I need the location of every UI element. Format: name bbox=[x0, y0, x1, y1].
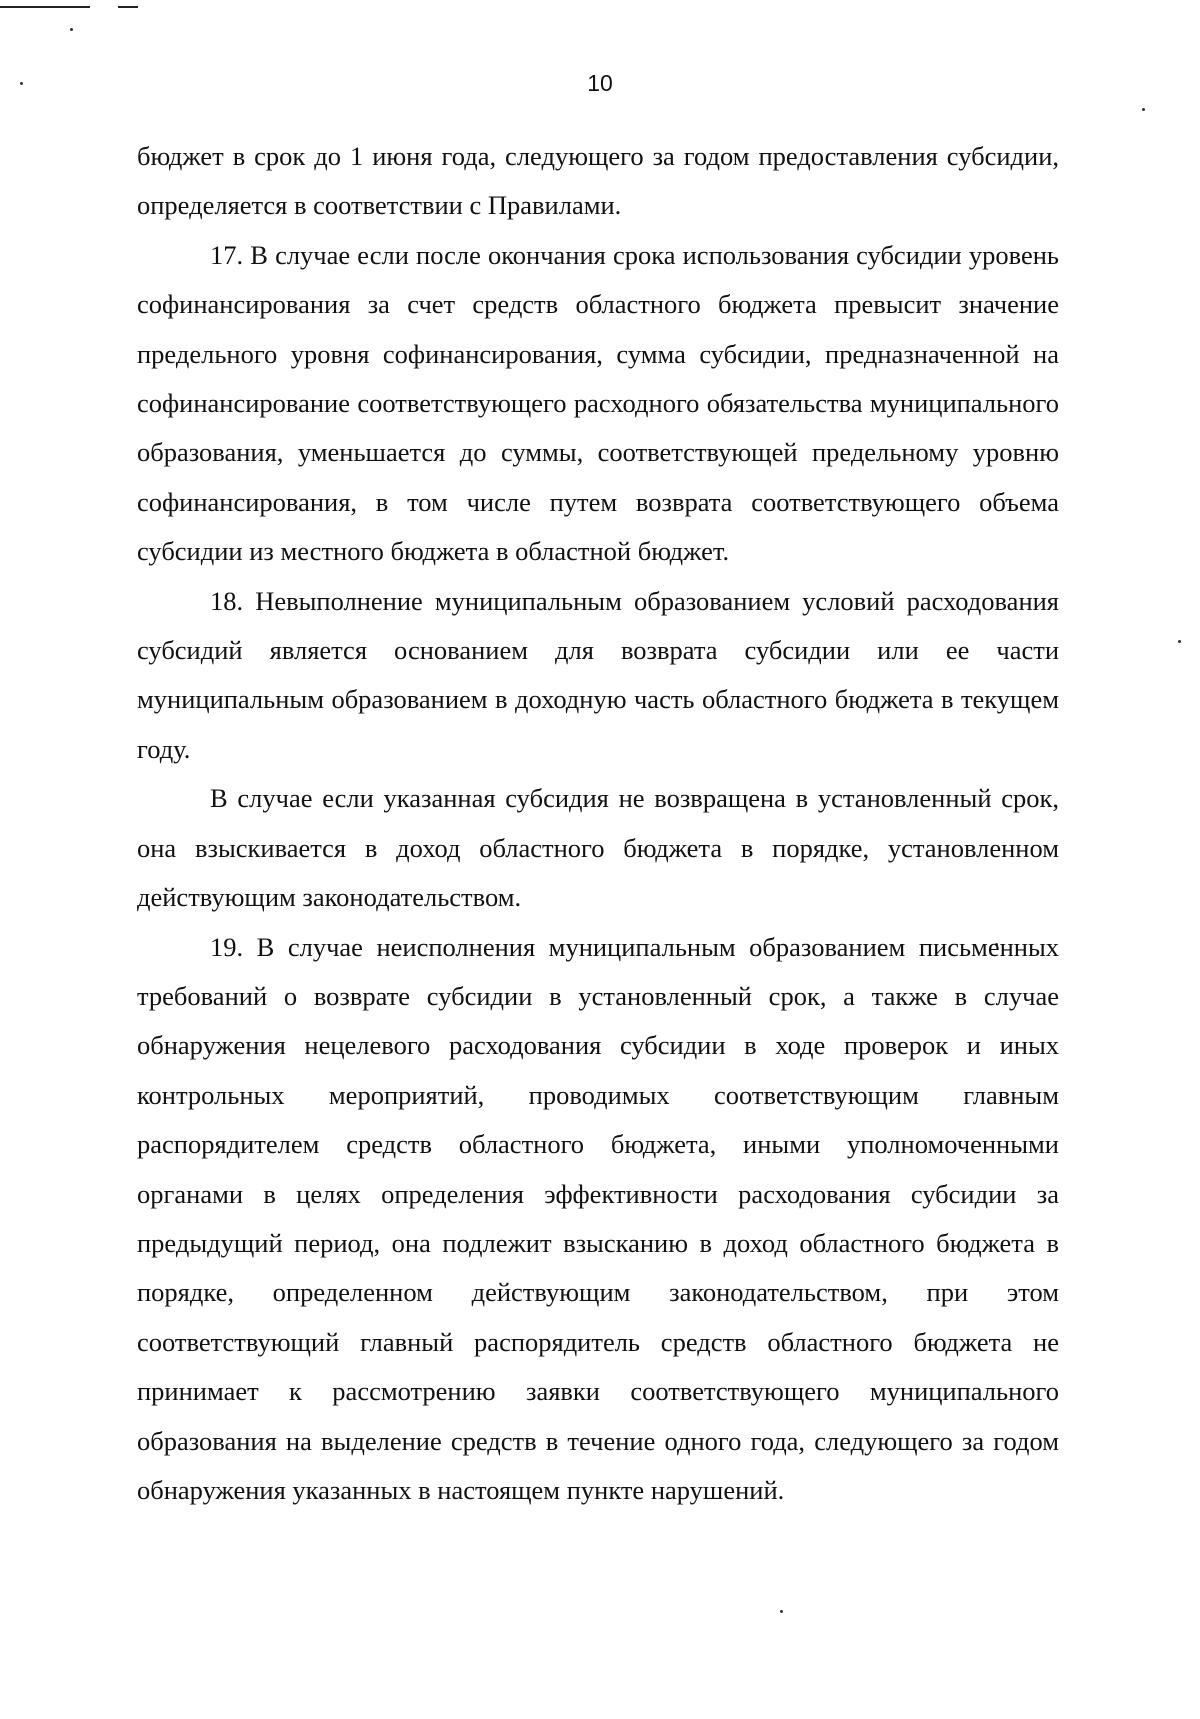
scan-artifact-dot bbox=[1142, 108, 1145, 111]
paragraph-18: 18. Невыполнение муниципальным образованием условий расходования субсидий является основанием для возврата субсидии или ее части муниципальным образованием в доходную часть областного бюджета в текущем году. bbox=[137, 585, 1059, 764]
page-number: 10 bbox=[587, 70, 613, 96]
scan-artifact-line bbox=[118, 6, 138, 8]
scan-artifact-dot bbox=[780, 1610, 783, 1613]
paragraph-continuation: бюджет в срок до 1 июня года, следующего за годом предоставления субсидии, определяется в соответствии с Правилами. bbox=[137, 141, 1059, 221]
paragraph-18-continued: В случае если указанная субсидия не возвращена в установленный срок, она взыскивается в доход областного бюджета в порядке, установленном действующим законодательством. bbox=[137, 783, 1059, 913]
scan-artifact-line bbox=[0, 6, 90, 8]
scan-artifact-dot bbox=[70, 28, 73, 31]
scan-artifact-dot bbox=[1178, 640, 1181, 643]
document-body bbox=[137, 132, 1059, 1515]
paragraph-19: 19. В случае неисполнения муниципальным образованием письменных требований о возврате субсидии в установленный срок, а также в случае обнаружения нецелевого расходования субсидии в ходе проверок и иных контрольных мероприятий, проводимых соответствующим главным распорядителем средств областного бюджета, иными уполномоченными органами в целях определения эффективности расходования субсидии за предыдущий период, она подлежит взысканию в доход областного бюджета в порядке, определенном действующим законодательством, при этом соответствующий главный распорядитель средств областного бюджета не принимает к рассмотрению заявки соответствующего муниципального образования на выделение средств в течение одного года, следующего за годом обнаружения указанных в настоящем пункте нарушений. bbox=[137, 931, 1059, 1505]
paragraph-17: 17. В случае если после окончания срока использования субсидии уровень софинансирования за счет средств областного бюджета превысит значение предельного уровня софинансирования, сумма субсидии, предназначенной на софинансирование соответствующего расходного обязательства муниципального образования, уменьшается до суммы, соответствующей предельному уровню софинансирования, в том числе путем возврата соответствующего объема субсидии из местного бюджета в областной бюджет. bbox=[137, 239, 1059, 567]
